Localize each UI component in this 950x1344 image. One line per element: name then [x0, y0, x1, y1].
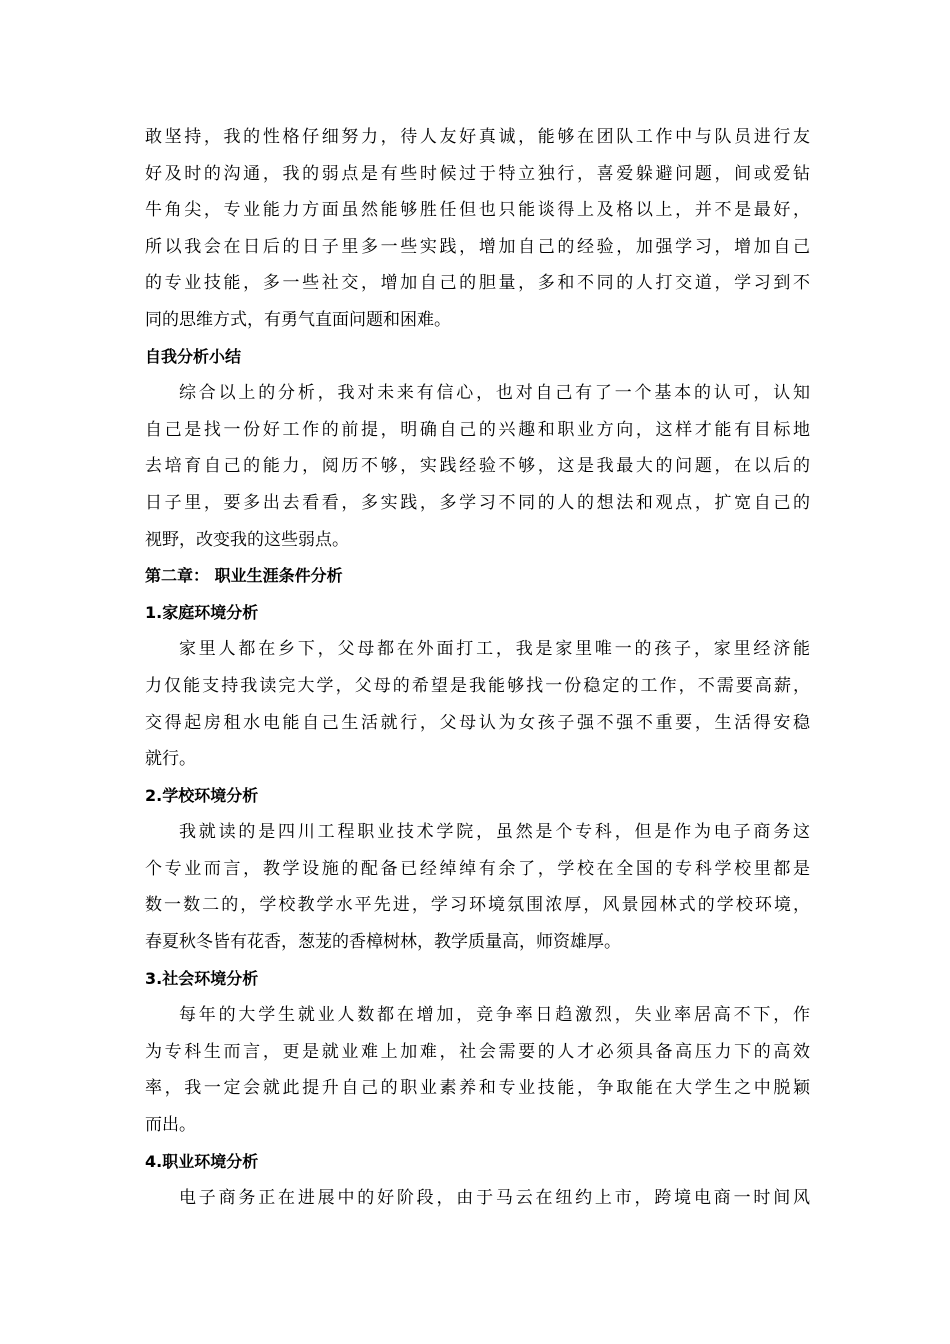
section-heading: 自我分析小结: [145, 346, 242, 366]
paragraph: [145, 1180, 810, 1217]
paragraph-line: 所以我会在日后的日子里多一些实践，增加自己的经验，加强学习，增加自己: [145, 236, 810, 257]
paragraph: [145, 997, 810, 1143]
section-heading: 3.社会环境分析: [145, 968, 259, 988]
paragraph-line: 力仅能支持我读完大学，父母的希望是我能够找一份稳定的工作，不需要高薪，: [145, 675, 810, 696]
paragraph-line: 就行。: [145, 749, 196, 770]
paragraph-line: 的专业技能，多一些社交，增加自己的胆量，多和不同的人打交道，学习到不: [145, 273, 810, 294]
paragraph-line: 为专科生而言，更是就业难上加难，社会需要的人才必须具备高压力下的高效: [145, 1041, 810, 1062]
paragraph-line: 每年的大学生就业人数都在增加，竞争率日趋激烈，失业率居高不下，作: [179, 1005, 810, 1026]
paragraph-line: 同的思维方式，有勇气直面问题和困难。: [145, 309, 451, 330]
paragraph-line: 率，我一定会就此提升自己的职业素养和专业技能，争取能在大学生之中脱颖: [145, 1078, 810, 1099]
paragraph: [145, 119, 810, 339]
section-heading: 1.家庭环境分析: [145, 602, 259, 622]
paragraph-line: 自己是找一份好工作的前提，明确自己的兴趣和职业方向，这样才能有目标地: [145, 419, 810, 440]
paragraph-line: 数一数二的，学校教学水平先进，学习环境氛围浓厚，风景园林式的学校环境，: [145, 895, 810, 916]
paragraph-line: 个专业而言，教学设施的配备已经绰绰有余了，学校在全国的专科学校里都是: [145, 858, 810, 879]
section-heading: 4.职业环境分析: [145, 1151, 259, 1171]
paragraph-line: 日子里，要多出去看看，多实践，多学习不同的人的想法和观点，扩宽自己的: [145, 492, 810, 513]
paragraph-line: 而出。: [145, 1115, 196, 1136]
paragraph-line: 交得起房租水电能自己生活就行，父母认为女孩子强不强不重要，生活得安稳: [145, 712, 810, 733]
paragraph-line: 牛角尖，专业能力方面虽然能够胜任但也只能谈得上及格以上，并不是最好，: [145, 200, 810, 221]
paragraph: [145, 375, 810, 558]
paragraph-line: 我就读的是四川工程职业技术学院，虽然是个专科，但是作为电子商务这: [179, 822, 810, 843]
paragraph-line: 春夏秋冬皆有花香，葱茏的香樟树林，教学质量高，师资雄厚。: [145, 932, 621, 953]
paragraph-line: 综合以上的分析，我对未来有信心，也对自己有了一个基本的认可，认知: [179, 383, 810, 404]
paragraph: [145, 631, 810, 777]
paragraph-line: 电子商务正在进展中的好阶段，由于马云在纽约上市，跨境电商一时间风: [179, 1188, 810, 1209]
document-page: [145, 119, 810, 1217]
paragraph-line: 好及时的沟通，我的弱点是有些时候过于特立独行，喜爱躲避问题，间或爱钻: [145, 163, 810, 184]
paragraph-line: 视野，改变我的这些弱点。: [145, 529, 349, 550]
section-heading: 第二章： 职业生涯条件分析: [145, 566, 343, 586]
paragraph-line: 敢坚持，我的性格仔细努力，待人友好真诚，能够在团队工作中与队员进行友: [145, 127, 810, 147]
paragraph-line: 去培育自己的能力，阅历不够，实践经验不够，这是我最大的问题，在以后的: [145, 456, 810, 477]
paragraph-line: 家里人都在乡下，父母都在外面打工，我是家里唯一的孩子，家里经济能: [179, 639, 810, 660]
section-heading: 2.学校环境分析: [145, 785, 259, 805]
paragraph: [145, 814, 810, 960]
